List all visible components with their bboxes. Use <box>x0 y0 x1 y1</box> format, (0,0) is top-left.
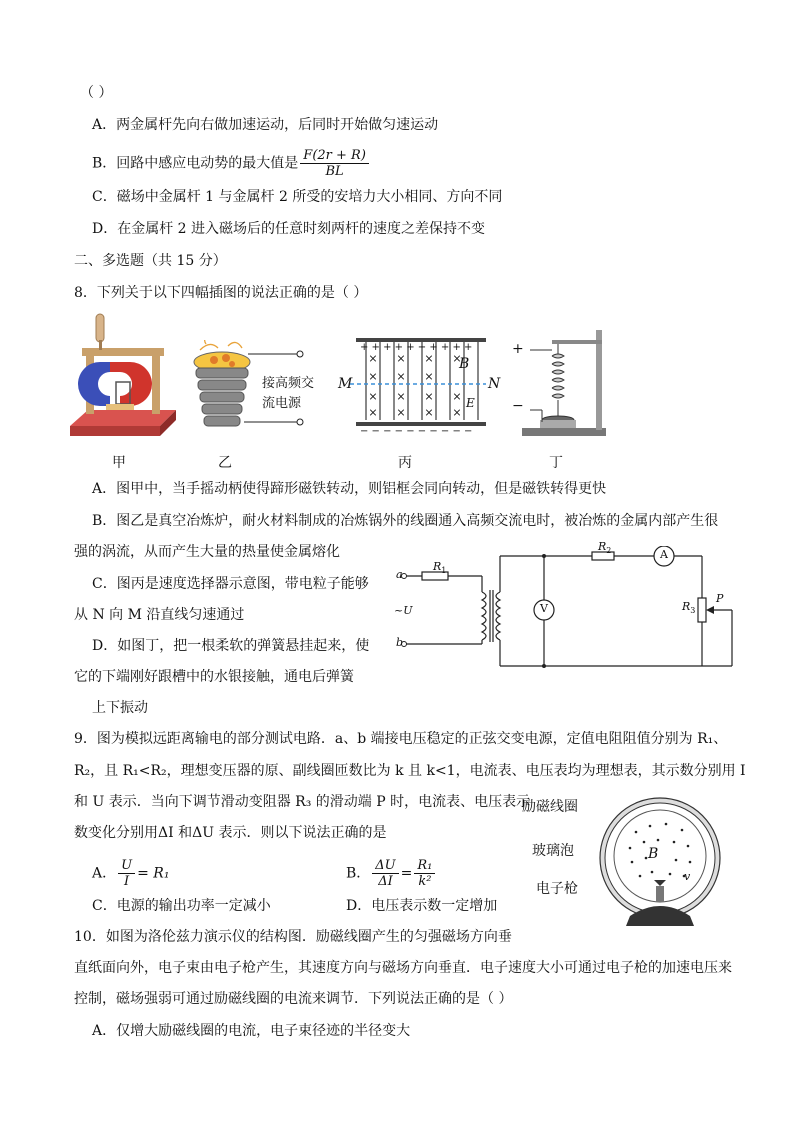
figure-ding-label: 丁 <box>549 455 563 471</box>
figure-jia-magnet-apparatus <box>68 310 180 444</box>
q8-option-c-line1: C．图丙是速度选择器示意图，带电粒子能够 <box>92 576 369 592</box>
q10-stem-line2: 直纸面向外，电子束由电子枪产生，其速度方向与磁场方向垂直．电子速度大小可通过电子枪的加速电压来 <box>74 960 732 976</box>
figure-bing-m-label: M <box>338 376 353 392</box>
q9-option-a-label: A． <box>92 865 117 882</box>
circuit-terminal-b: b <box>396 636 404 649</box>
svg-text:×: × <box>368 370 378 383</box>
q9-option-b-equals: = <box>400 865 413 882</box>
fraction-numerator: R₁ <box>414 858 435 874</box>
fraction-denominator: BL <box>325 164 344 179</box>
figure-yi-label: 乙 <box>218 455 232 471</box>
figure-yi-label-line1: 接高频交 <box>262 376 315 391</box>
q9-stem-line2: R₂，且 R₁<R₂，理想变压器的原、副线圈匝数比为 k 且 k<1，电流表、电压表均为理想表，其示数分别用 I <box>74 763 746 779</box>
lorentz-v-label: v <box>684 870 691 883</box>
circuit-slider-p-label: P <box>716 592 724 605</box>
fraction-numerator: U <box>118 858 135 874</box>
q9-option-d: D．电压表示数一定增加 <box>346 898 498 914</box>
figure-bing-e-label: E <box>466 396 475 410</box>
svg-text:×: × <box>424 352 434 365</box>
svg-text:×: × <box>368 406 378 419</box>
q8-option-a: A．图甲中，当手摇动柄使得蹄形磁铁转动，则铝框会同向转动，但是磁铁转得更快 <box>92 481 607 497</box>
figure-jia-label: 甲 <box>112 455 126 471</box>
circuit-r3-label <box>682 600 695 615</box>
svg-text:×: × <box>424 390 434 403</box>
fraction-denominator: ΔI <box>378 874 393 889</box>
q8-option-d-line1: D．如图丁，把一根柔软的弹簧悬挂起来，使 <box>92 638 370 654</box>
lorentz-gun-label: 电子枪 <box>536 881 578 897</box>
q9-option-a-fraction <box>118 858 135 889</box>
svg-text:×: × <box>452 390 462 403</box>
figure-bing-b-label: B <box>459 356 470 372</box>
q7-option-b-prefix: B．回路中感应电动势的最大值是 <box>92 155 299 172</box>
section-multiple-choice-heading: 二、多选题（共 15 分） <box>74 253 227 269</box>
q7-answer-bracket: （ ） <box>80 85 113 101</box>
circuit-r3-symbol: R <box>682 600 691 613</box>
fraction-denominator: k² <box>418 874 432 889</box>
q9-option-b-lhs-fraction <box>372 858 398 889</box>
q9-stem-line4: 数变化分别用ΔI 和ΔU 表示．则以下说法正确的是 <box>74 825 387 841</box>
q7-option-b-fraction <box>300 148 369 179</box>
svg-text:×: × <box>396 370 406 383</box>
circuit-r1-subscript: 1 <box>441 566 447 576</box>
circuit-ammeter-label: A <box>660 548 668 561</box>
q8-option-c-line2: 从 N 向 M 沿直线匀速通过 <box>74 607 245 623</box>
figure-bing-label: 丙 <box>398 455 412 471</box>
figure-ding-minus-label: − <box>512 398 524 414</box>
svg-text:+ + + + + + + + + +: + + + + + + + + + + <box>360 342 473 353</box>
svg-text:×: × <box>424 406 434 419</box>
q9-option-b-rhs-fraction <box>414 858 435 889</box>
circuit-r2-subscript: 2 <box>606 546 612 556</box>
q9-option-a <box>92 858 169 889</box>
circuit-voltmeter-label: V <box>540 602 548 615</box>
fraction-denominator: I <box>124 874 130 889</box>
q7-option-a: A．两金属杆先向右做加速运动，后同时开始做匀速运动 <box>92 117 439 133</box>
circuit-r2-symbol: R <box>598 540 607 553</box>
fraction-numerator: ΔU <box>372 858 398 874</box>
q9-stem-line1: 9．图为模拟远距离输电的部分测试电路．a、b 端接电压稳定的正弦交变电源，定值电阻阻值分别为 R₁、 <box>74 731 728 747</box>
q9-option-a-rhs: = R₁ <box>137 865 170 882</box>
q9-stem-line3: 和 U 表示．当向下调节滑动变阻器 R₃ 的滑动端 P 时，电流表、电压表示 <box>74 794 531 810</box>
svg-text:×: × <box>396 406 406 419</box>
q8-stem: 8．下列关于以下四幅插图的说法正确的是（ ） <box>74 285 368 301</box>
circuit-r3-subscript: 3 <box>690 606 696 616</box>
figure-lorentz-demonstrator <box>590 796 740 926</box>
q10-option-a: A．仅增大励磁线圈的电流，电子束径迹的半径变大 <box>92 1023 411 1039</box>
figure-ding-spring-mercury <box>512 324 612 440</box>
svg-text:×: × <box>452 352 462 365</box>
q8-option-b-line2: 强的涡流，从而产生大量的热量使金属熔化 <box>74 544 340 560</box>
fraction-numerator: F(2r + R) <box>300 148 369 164</box>
circuit-r2-label <box>598 540 611 555</box>
q9-option-b-label: B． <box>346 865 371 882</box>
svg-text:− − − − − − − − − −: − − − − − − − − − − <box>360 426 473 434</box>
figure-bing-n-label: N <box>488 376 501 392</box>
q9-option-c: C．电源的输出功率一定减小 <box>92 898 271 914</box>
svg-text:×: × <box>368 390 378 403</box>
svg-text:×: × <box>396 352 406 365</box>
figure-bing-velocity-selector <box>336 334 496 434</box>
lorentz-b-label: B <box>648 846 659 862</box>
q8-option-d-line2: 它的下端刚好跟槽中的水银接触，通电后弹簧 <box>74 669 354 685</box>
q7-option-d: D．在金属杆 2 进入磁场后的任意时刻两杆的速度之差保持不变 <box>92 221 486 237</box>
svg-text:×: × <box>452 406 462 419</box>
q9-option-b <box>346 858 437 889</box>
circuit-terminal-a: a <box>396 568 403 581</box>
svg-text:×: × <box>368 352 378 365</box>
q8-option-d-line3: 上下振动 <box>92 700 148 716</box>
figure-ding-plus-label: + <box>512 341 524 357</box>
q8-option-b-line1: B．图乙是真空冶炼炉，耐火材料制成的冶炼锅外的线圈通入高频交流电时，被冶炼的金属内部产生很 <box>92 513 719 529</box>
svg-text:×: × <box>396 390 406 403</box>
q10-stem-line1: 10．如图为洛伦兹力演示仪的结构图．励磁线圈产生的匀强磁场方向垂 <box>74 929 512 945</box>
svg-text:×: × <box>424 370 434 383</box>
lorentz-bulb-label: 玻璃泡 <box>532 843 574 859</box>
q7-option-b <box>92 148 371 179</box>
circuit-r1-label <box>433 560 446 575</box>
circuit-r1-symbol: R <box>433 560 442 573</box>
q10-stem-line3: 控制，磁场强弱可通过励磁线圈的电流来调节．下列说法正确的是（ ） <box>74 991 513 1007</box>
q7-option-c: C．磁场中金属杆 1 与金属杆 2 所受的安培力大小相同、方向不同 <box>92 189 503 205</box>
figure-yi-label-line2: 流电源 <box>262 396 302 411</box>
lorentz-coil-label: 励磁线圈 <box>522 799 578 815</box>
circuit-source-label: ~U <box>394 604 413 617</box>
